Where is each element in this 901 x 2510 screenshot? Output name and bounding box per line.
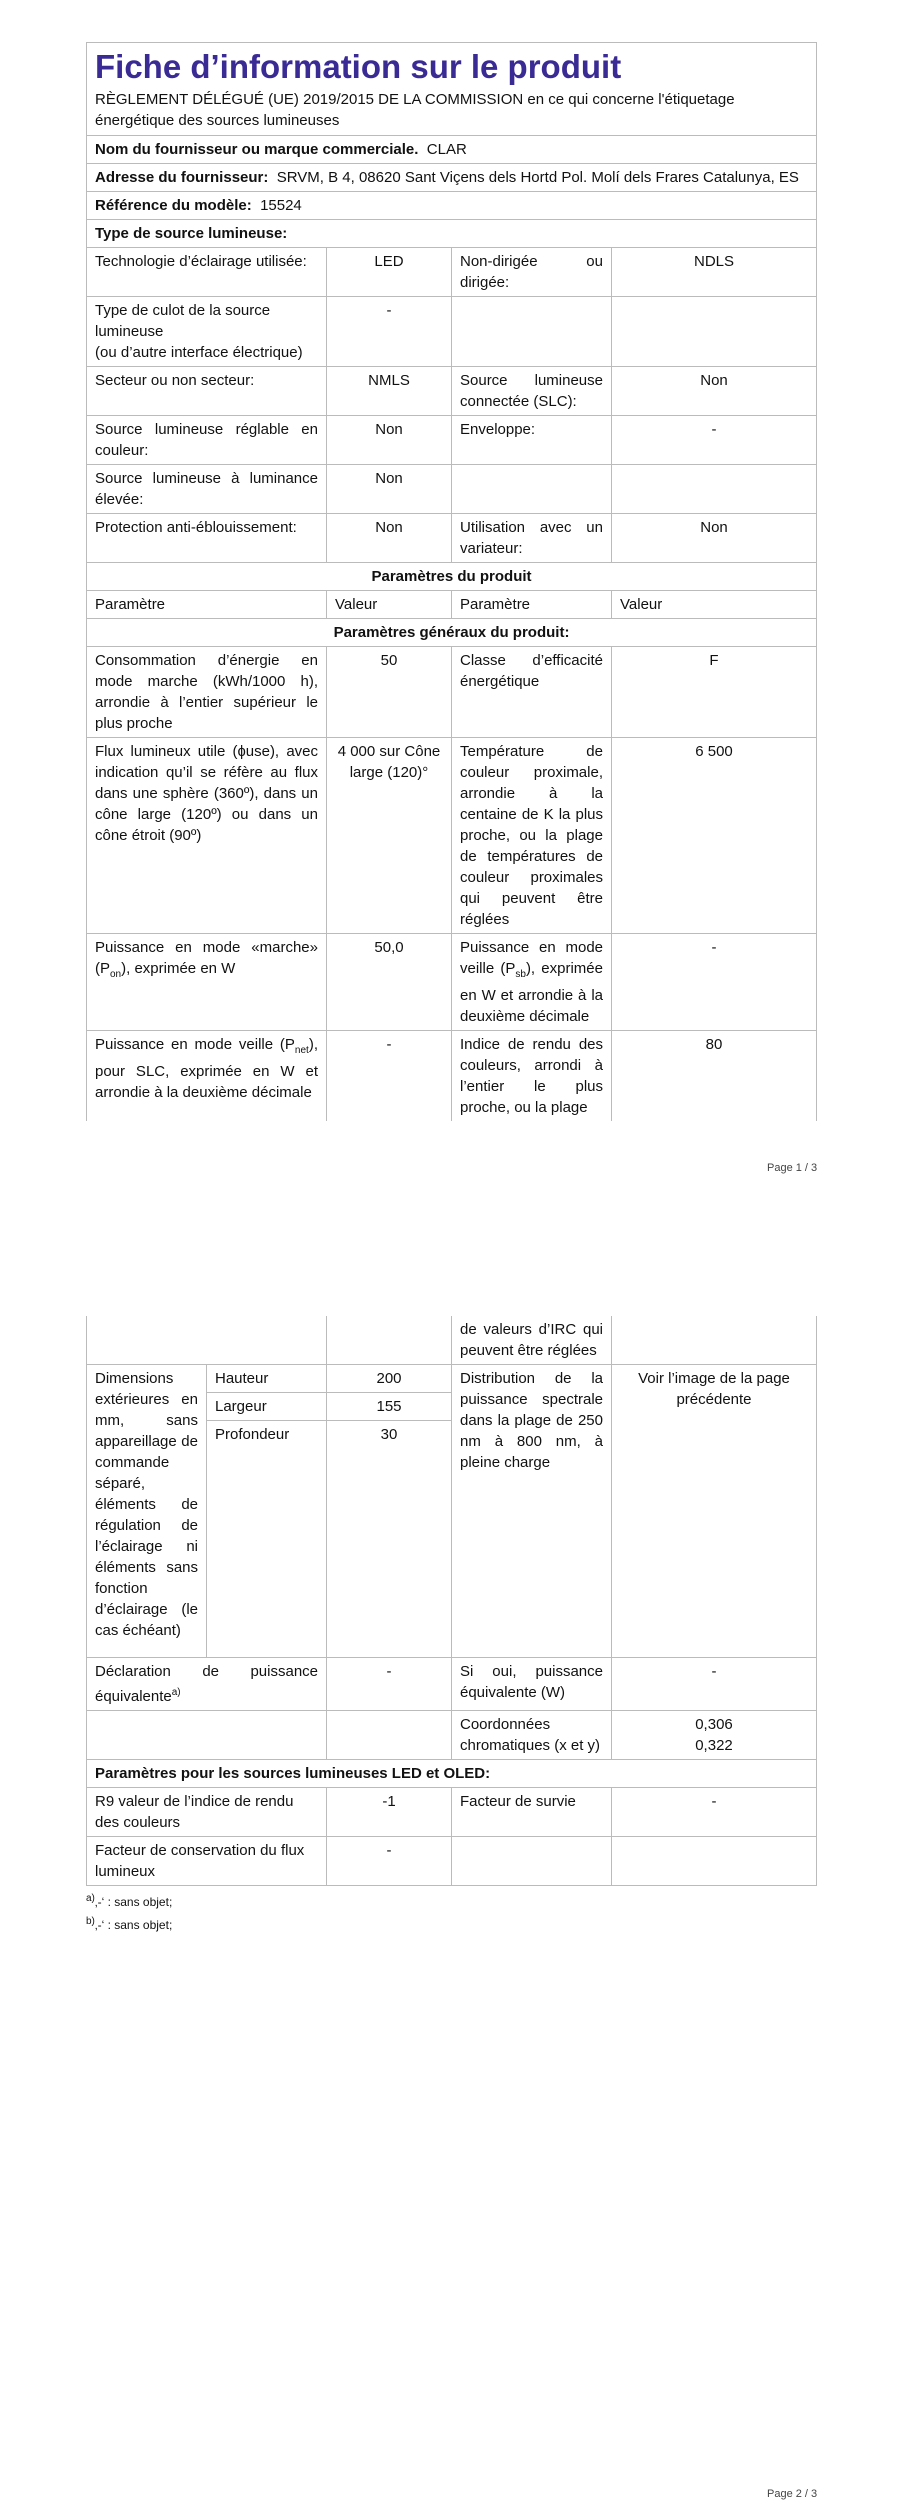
connected-label: Source lumineuse connectée (SLC): [452,367,612,416]
equivalent-power-label: Déclaration de puissance équivalente$^{a)}$ [87,1658,327,1711]
equivalent-power-watts-value: - [612,1658,817,1711]
table-row [87,465,817,514]
tech-label: Technologie d’éclairage utilisée: [87,248,327,297]
cct-value: 6 500 [612,738,817,934]
table-row [87,1316,817,1365]
table-row [87,1837,817,1886]
depth-label: Profondeur [207,1421,327,1658]
table-row [87,416,817,465]
height-label: Hauteur [207,1365,327,1393]
energy-consumption-value: 50 [327,647,452,738]
networked-standby-label: Puissance en mode veille $(P_{net})$, pour SLC, exprimée en W et arrondie à la deuxième décimale [87,1031,327,1122]
footnote-b: $^{b)}$‚-‘ : sans objet; [86,1916,173,1932]
directed-label: Non-dirigée ou dirigée: [452,248,612,297]
high-luminance-value: Non [327,465,452,514]
model-reference-value: 15524 [260,197,302,214]
model-reference-row: Référence du modèle: 15524 [87,192,817,220]
anti-glare-value: Non [327,514,452,563]
table-row [87,647,817,738]
tech-value: LED [327,248,452,297]
r9-value: -1 [327,1788,452,1837]
luminous-flux-label: Flux lumineux utile (ɸuse), avec indication qu’il se réfère au flux dans une sphère (360º), dans un cône large (120º) ou dans un cône étroit (90º) [87,738,327,934]
mains-value: NMLS [327,367,452,416]
table-row [87,1031,817,1122]
product-info-table-page2 [86,1316,817,1886]
dimmer-label: Utilisation avec un variateur: [452,514,612,563]
footnote-a: $^{a)}$‚-‘ : sans objet; [86,1893,173,1909]
lumen-maintenance-value: - [327,1837,452,1886]
colour-tunable-value: Non [327,416,452,465]
document-title: Fiche d’information sur le produit [95,48,622,85]
width-label: Largeur [207,1393,327,1421]
page-number-2: Page 2 / 3 [767,2488,818,2500]
energy-consumption-label: Consommation d’énergie en mode marche (kWh/1000 h), arrondie à l’entier supérieur le plus proche [87,647,327,738]
table-row [87,1711,817,1760]
cri-label-part1: Indice de rendu des couleurs, arrondi à l’entier le plus proche, ou la plage [452,1031,612,1122]
standby-power-value: - [612,934,817,1031]
chromaticity-label: Coordonnées chromatiques (x et y) [452,1711,612,1760]
page-1 [86,42,816,1121]
spectral-distribution-label: Distribution de la puissance spectrale dans la plage de 250 nm à 800 nm, à pleine charge [452,1365,612,1658]
chromaticity-value: 0,306 0,322 [612,1711,817,1760]
directed-value: NDLS [612,248,817,297]
supplier-address-row: Adresse du fournisseur: SRVM, B 4, 08620 Sant Viçens dels Hortd Pol. Molí dels Frares Catalunya, ES [87,164,817,192]
header-value: Valeur [327,591,452,619]
height-value: 200 [327,1365,452,1393]
dimmer-value: Non [612,514,817,563]
on-mode-power-value: 50,0 [327,934,452,1031]
document-subtitle: RÈGLEMENT DÉLÉGUÉ (UE) 2019/2015 DE LA COMMISSION en ce qui concerne l'étiquetage énergétique des sources lumineuses [95,91,735,129]
r9-label: R9 valeur de l’indice de rendu des couleurs [87,1788,327,1837]
on-mode-power-label: Puissance en mode «marche» $(P_{on})$, exprimée en W [87,934,327,1031]
supplier-name-row: Nom du fournisseur ou marque commerciale. CLAR [87,136,817,164]
energy-class-label: Classe d’efficacité énergétique [452,647,612,738]
header-parameter-2: Paramètre [452,591,612,619]
survival-factor-label: Facteur de survie [452,1788,612,1837]
table-row [87,738,817,934]
source-type-heading: Type de source lumineuse: [87,220,817,248]
colour-tunable-label: Source lumineuse réglable en couleur: [87,416,327,465]
equivalent-power-watts-label: Si oui, puissance équivalente (W) [452,1658,612,1711]
supplier-address-value: SRVM, B 4, 08620 Sant Viçens dels Hortd Pol. Molí dels Frares Catalunya, ES [276,169,799,186]
lumen-maintenance-label: Facteur de conservation du flux lumineux [87,1837,327,1886]
equivalent-power-value: - [327,1658,452,1711]
supplier-name-value: CLAR [426,141,467,158]
envelope-label: Enveloppe: [452,416,612,465]
cct-label: Température de couleur proximale, arrondie à la centaine de K la plus proche, ou la plage de températures de couleur proximales qui peuvent être réglées [452,738,612,934]
page-number-1: Page 1 / 3 [767,1162,818,1174]
table-row [87,1788,817,1837]
envelope-value: - [612,416,817,465]
cri-value: 80 [612,1031,817,1122]
table-row [87,514,817,563]
cap-label: Type de culot de la source lumineuse (ou d’autre interface électrique) [87,297,327,367]
depth-value: 30 [327,1421,452,1658]
product-parameters-heading: Paramètres du produit [87,563,817,591]
table-row [87,297,817,367]
page-2 [86,1316,816,1934]
standby-power-label: Puissance en mode veille $(P_{sb})$, exprimée en W et arrondie à la deuxième décimale [452,934,612,1031]
table-row [87,367,817,416]
table-row [87,248,817,297]
connected-value: Non [612,367,817,416]
cri-label-part2: de valeurs d’IRC qui peuvent être réglées [452,1316,612,1365]
networked-standby-value: - [327,1031,452,1122]
header-value-2: Valeur [612,591,817,619]
table-row [87,934,817,1031]
dimensions-label: Dimensions extérieures en mm, sans appareillage de commande séparé, éléments de régulation de l’éclairage ni éléments sans fonction d’éclairage (le cas échéant) [87,1365,207,1658]
cap-value: - [327,297,452,367]
luminous-flux-value: 4 000 sur Cône large (120)° [327,738,452,934]
mains-label: Secteur ou non secteur: [87,367,327,416]
led-parameters-heading: Paramètres pour les sources lumineuses LED et OLED: [87,1760,817,1788]
table-header-row [87,591,817,619]
energy-class-value: F [612,647,817,738]
survival-factor-value: - [612,1788,817,1837]
header-parameter: Paramètre [87,591,327,619]
table-row [87,1658,817,1711]
spectral-distribution-value: Voir l’image de la page précédente [612,1365,817,1658]
anti-glare-label: Protection anti-éblouissement: [87,514,327,563]
width-value: 155 [327,1393,452,1421]
table-row [87,1365,817,1393]
product-info-table-page1 [86,42,817,1121]
high-luminance-label: Source lumineuse à luminance élevée: [87,465,327,514]
general-parameters-heading: Paramètres généraux du produit: [87,619,817,647]
